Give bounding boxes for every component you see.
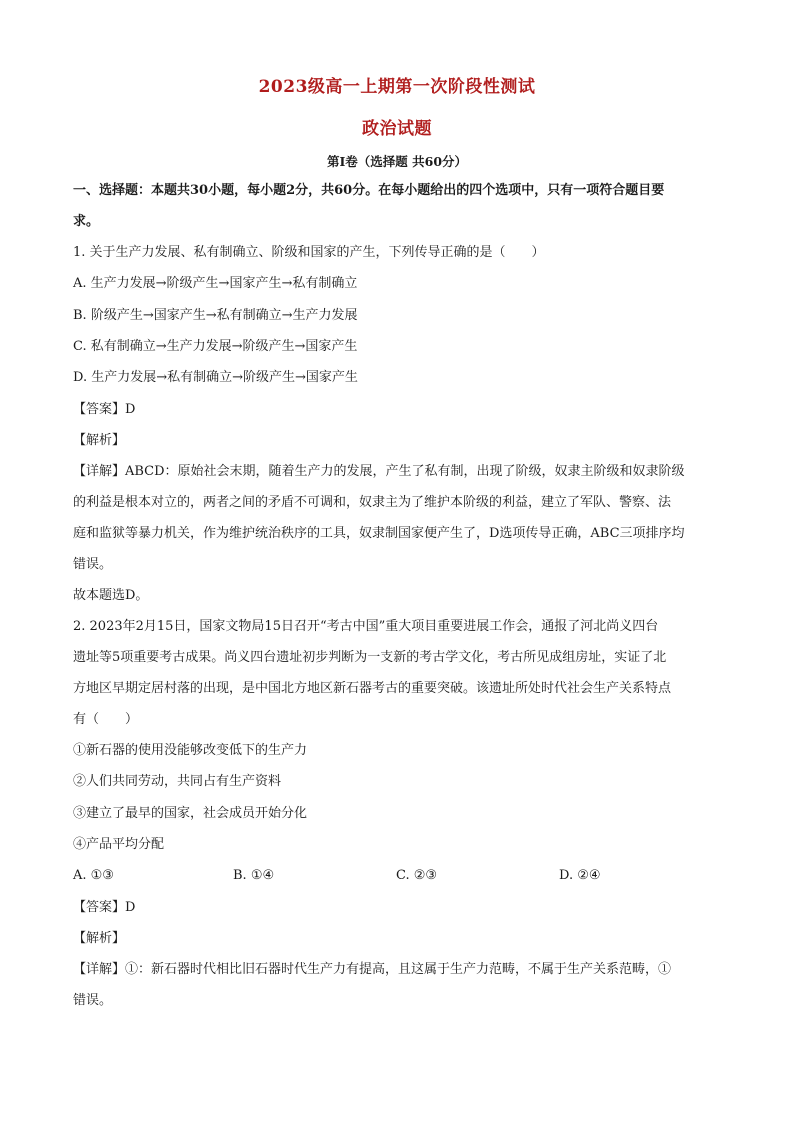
- subject-title: 政治试题: [362, 119, 432, 139]
- q1-answer: 【答案】D: [73, 402, 136, 417]
- exam-title: 2023级高一上期第一次阶段性测试: [258, 77, 536, 97]
- q1-detail-line-2: 的利益是根本对立的，两者之间的矛盾不可调和，奴隶主为了维护本阶级的利益，建立了军队、警察、法: [73, 495, 672, 510]
- q1-option-a: A. 生产力发展→阶级产生→国家产生→私有制确立: [73, 276, 358, 291]
- q2-stem-line-3: 方地区早期定居村落的出现，是中国北方地区新石器考古的重要突破。该遗址所处时代社会生产关系特点: [73, 681, 672, 696]
- section-intro-line-2: 求。: [73, 214, 100, 229]
- q1-option-c: C. 私有制确立→生产力发展→阶级产生→国家产生: [73, 339, 358, 354]
- q1-detail-line-1: 【详解】ABCD：原始社会末期，随着生产力的发展，产生了私有制，出现了阶级，奴隶主阶级和奴隶阶级: [73, 464, 685, 479]
- q1-option-d: D. 生产力发展→私有制确立→阶级产生→国家产生: [73, 370, 358, 385]
- q2-analysis-label: 【解析】: [73, 931, 126, 946]
- q2-answer: 【答案】D: [73, 900, 136, 915]
- q1-stem: 1. 关于生产力发展、私有制确立、阶级和国家的产生，下列传导正确的是（ ）: [73, 245, 545, 260]
- q2-choice-c: C. ②③: [396, 868, 438, 883]
- q1-analysis-label: 【解析】: [73, 433, 126, 448]
- q2-choice-d: D. ②④: [559, 868, 601, 883]
- q2-stem-line-4: 有（ ）: [73, 712, 139, 727]
- q2-statement-4: ④产品平均分配: [73, 837, 165, 852]
- q2-detail-line-2: 错误。: [73, 993, 113, 1008]
- q2-stem-line-2: 遗址等5项重要考古成果。尚义四台遗址初步判断为一支新的考古学文化，考古所见成组房址，实证了北: [73, 650, 667, 665]
- q2-stem-line-1: 2. 2023年2月15日，国家文物局15日召开“考古中国”重大项目重要进展工作会，通报了河北尚义四台: [73, 619, 659, 634]
- section-intro-line-1: 一、选择题：本题共30小题，每小题2分，共60分。在每小题给出的四个选项中，只有一项符合题目要: [73, 183, 665, 198]
- q2-statement-3: ③建立了最早的国家，社会成员开始分化: [73, 806, 308, 821]
- q2-statement-2: ②人们共同劳动，共同占有生产资料: [73, 774, 282, 789]
- q2-detail-line-1: 【详解】①：新石器时代相比旧石器时代生产力有提高，且这属于生产力范畴，不属于生产关系范畴，①: [73, 962, 672, 977]
- q1-option-b: B. 阶级产生→国家产生→私有制确立→生产力发展: [73, 308, 358, 323]
- volume-heading: 第Ⅰ卷（选择题 共60分）: [326, 154, 468, 169]
- q2-statement-1: ①新石器的使用没能够改变低下的生产力: [73, 743, 308, 758]
- q1-detail-line-4: 错误。: [73, 557, 113, 572]
- q1-conclusion: 故本题选D。: [73, 588, 149, 603]
- q2-choice-b: B. ①④: [233, 868, 275, 883]
- q2-choice-a: A. ①③: [73, 868, 114, 883]
- q1-detail-line-3: 庭和监狱等暴力机关，作为维护统治秩序的工具，奴隶制国家便产生了，D选项传导正确，ABC三项排序均: [73, 526, 685, 541]
